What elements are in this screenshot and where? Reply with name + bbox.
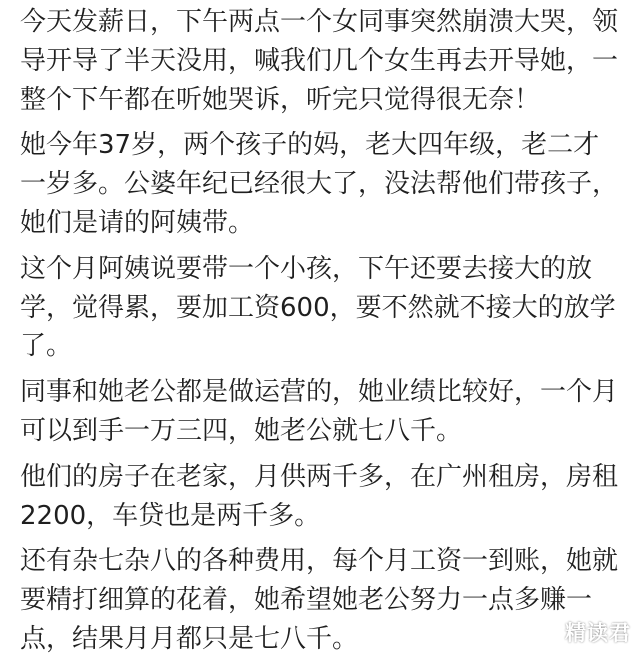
text-line: 她们是请的阿姨带。	[20, 207, 255, 238]
text-line: 还有杂七杂八的各种费用，每个月工资一到账，她就	[20, 546, 619, 577]
text-line: 一岁多。公婆年纪已经很大了，没法帮他们带孩子，	[20, 169, 619, 200]
text-line: 2200，车贷也是两千多。	[20, 500, 321, 531]
article-body	[20, 3, 625, 659]
paragraph-1	[20, 3, 625, 119]
text-line: 这个月阿姨说要带一个小孩，下午还要去接大的放	[20, 253, 593, 284]
text-line: 导开导了半天没用，喊我们几个女生再去开导她，一	[20, 45, 619, 76]
watermark: 精读君	[565, 621, 631, 645]
paragraph-3	[20, 250, 625, 366]
text-line: 她今年37岁，两个孩子的妈，老大四年级，老二才	[20, 130, 600, 161]
text-line: 可以到手一万三四，她老公就七八千。	[20, 415, 463, 446]
text-line: 要精打细算的花着，她希望她老公努力一点多赚一	[20, 585, 593, 616]
paragraph-6	[20, 542, 625, 658]
paragraph-5	[20, 458, 625, 536]
text-line: 学，觉得累，要加工资600，要不然就不接大的放学	[20, 292, 616, 323]
text-line: 整个下午都在听她哭诉，听完只觉得很无奈！	[20, 84, 541, 115]
text-line: 了。	[20, 331, 73, 362]
text-line: 同事和她老公都是做运营的，她业绩比较好，一个月	[20, 377, 619, 408]
text-line: 他们的房子在老家，月供两千多，在广州租房，房租	[20, 461, 619, 492]
paragraph-2	[20, 126, 625, 242]
text-line: 今天发薪日，下午两点一个女同事突然崩溃大哭，领	[20, 7, 619, 37]
paragraph-4	[20, 373, 625, 451]
text-line: 点，结果月月都只是七八千。	[20, 623, 359, 654]
